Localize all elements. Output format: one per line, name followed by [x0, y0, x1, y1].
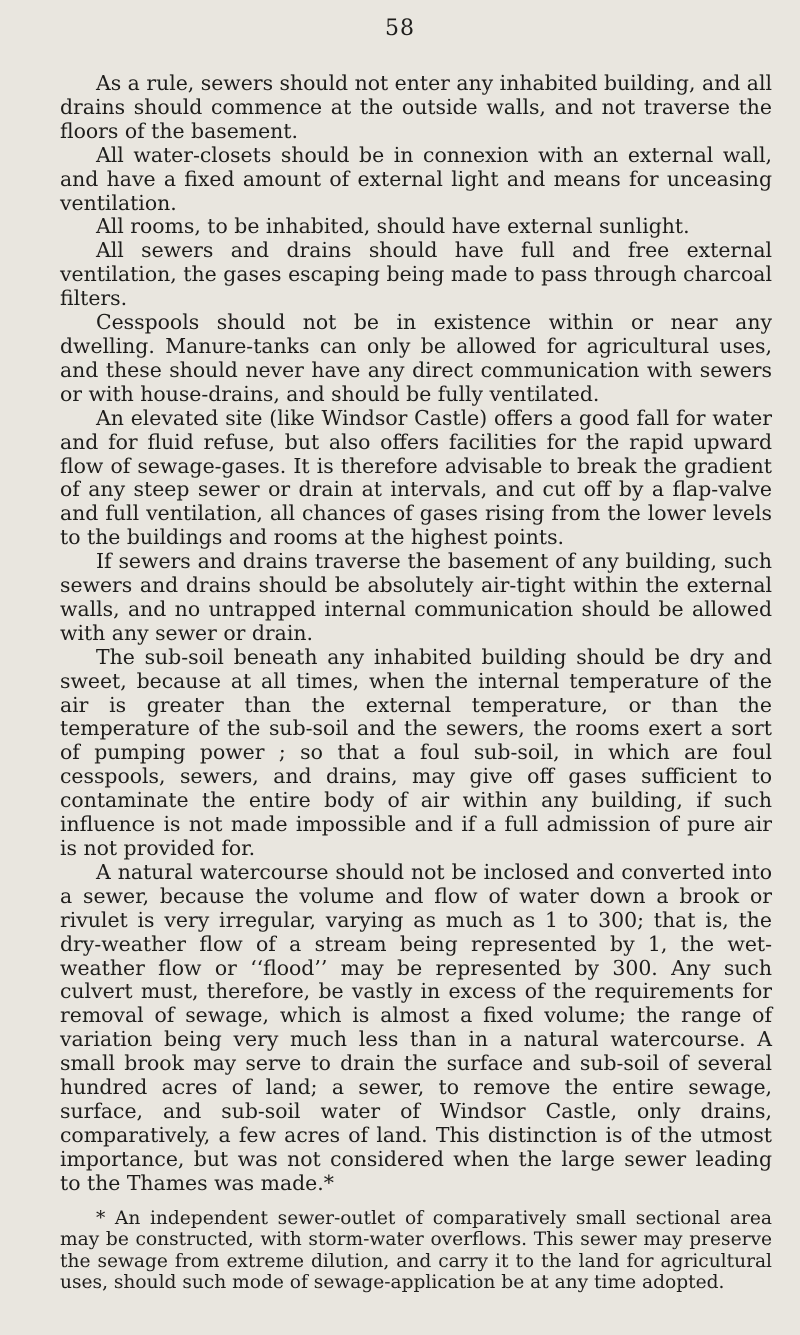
paragraph: If sewers and drains traverse the basement of any building, such sewers and drains should be absolutely air-tight within the external walls, and no untrapped internal communication should be allowed with any sewer or drain.: [60, 549, 772, 645]
paragraph: An elevated site (like Windsor Castle) offers a good fall for water and for fluid refuse, but also offers facilities for the rapid upward flow of sewage-gases. It is therefore advisable to break the gradient of any steep sewer or drain at intervals, and cut off by a flap-valve and full ventilation, all chances of gases rising from the lower levels to the buildings and rooms at the highest points.: [60, 405, 772, 550]
paragraph: The sub-soil beneath any inhabited building should be dry and sweet, because at all times, when the internal temperature of the air is greater than the external temperature, or than the temperature of the sub-soil and the sewers, the rooms exert a sort of pumping power ; so that a foul sub-soil, in which are foul cesspools, sewers, and drains, may give off gases sufficient to contaminate the entire body of air within any building, if such influence is not made impossible and if a full admission of pure air is not provided for.: [60, 644, 772, 860]
paragraph: All rooms, to be inhabited, should have external sunlight.: [96, 214, 690, 239]
page-number: 58: [385, 16, 415, 41]
body-text: [60, 72, 772, 1196]
paragraph: A natural watercourse should not be inclosed and converted into a sewer, because the volume and flow of water down a brook or rivulet is very irregular, varying as much as 1 to 300; that is, the dry-weather flow of a stream being represented by 1, the wet-weather flow or ‘‘flood’’ may be represented by 300. Any such culvert must, therefore, be vastly in excess of the requirements for removal of sewage, which is almost a fixed volume; the range of variation being very much less than in a natural watercourse. A small brook may serve to drain the surface and sub-soil of several hundred acres of land; a sewer, to remove the entire sewage, surface, and sub-soil water of Windsor Castle, only drains, comparatively, a few acres of land. This distinction is of the utmost importance, but was not considered when the large sewer leading to the Thames was made.*: [60, 859, 772, 1195]
paragraph: All water-closets should be in connexion with an external wall, and have a fixed amount of external light and means for unceasing ventilation.: [60, 142, 772, 215]
footnote: [60, 1208, 772, 1294]
paragraph: As a rule, sewers should not enter any inhabited building, and all drains should commence at the outside walls, and not traverse the floors of the basement.: [60, 71, 772, 143]
paragraph: Cesspools should not be in existence within or near any dwelling. Manure-tanks can only be allowed for agricultural uses, and these should never have any direct communication with sewers or with house-drains, and should be fully ventilated.: [60, 310, 772, 406]
footnote-text: * An independent sewer-outlet of comparatively small sectional area may be constructed, with storm-water overflows. This sewer may preserve the sewage from extreme dilution, and carry it to the land for agricultural uses, should such mode of sewage-application be at any time adopted.: [60, 1207, 772, 1294]
paragraph: All sewers and drains should have full and free external ventilation, the gases escaping being made to pass through charcoal filters.: [60, 238, 772, 311]
